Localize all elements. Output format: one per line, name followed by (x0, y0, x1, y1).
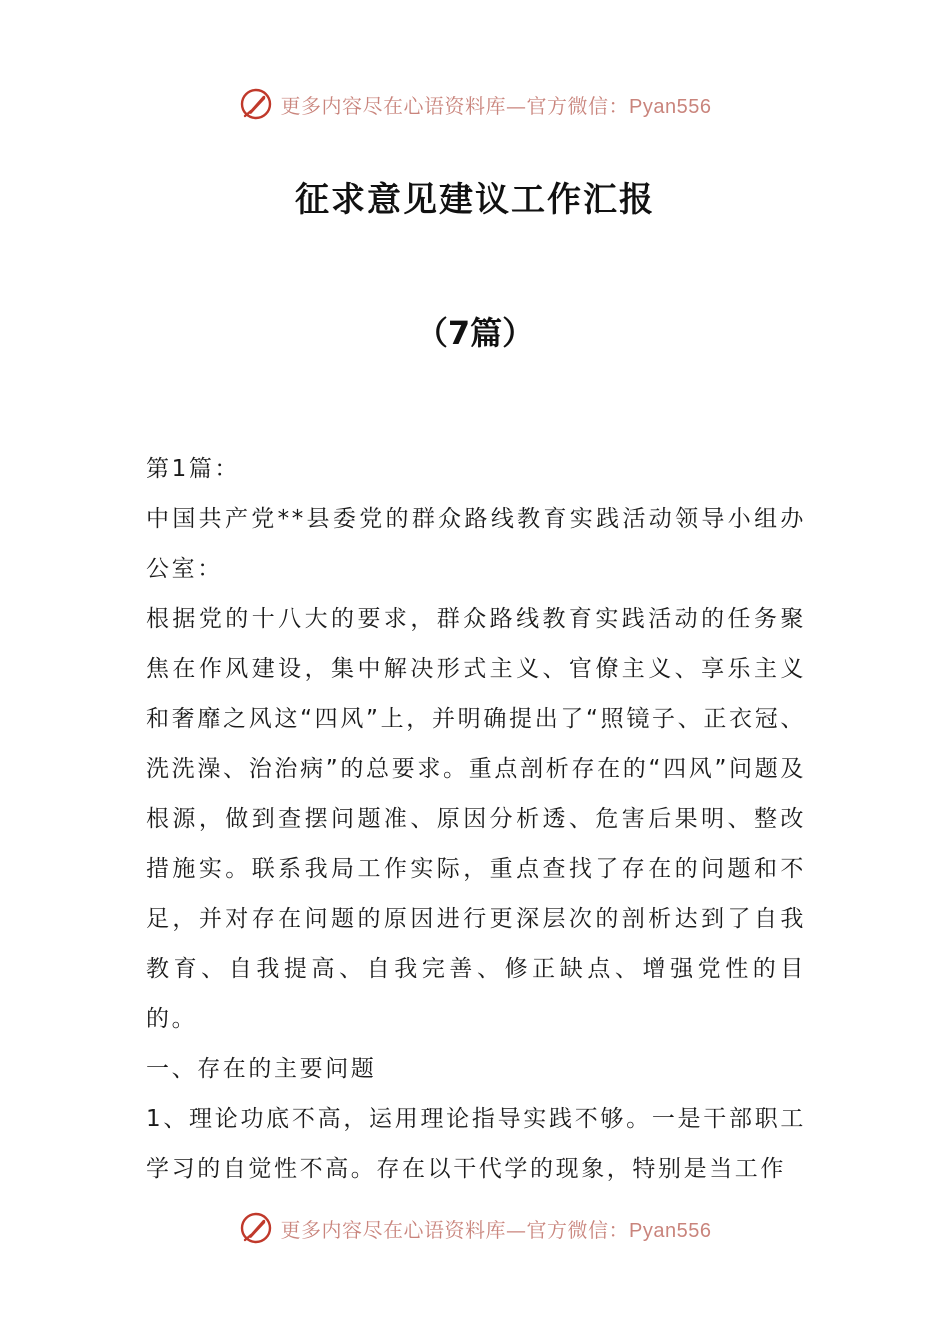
watermark-wechat-id: Pyan556 (629, 95, 712, 118)
watermark-wechat-id: Pyan556 (629, 1219, 712, 1242)
footer-watermark (0, 1208, 950, 1248)
body-paragraph: 1、理论功底不高，运用理论指导实践不够。一是干部职工学习的自觉性不高。存在以干代学的现象，特别是当工作 (146, 1106, 806, 1182)
quill-pen-logo-icon (239, 1211, 273, 1245)
watermark-text: 更多内容尽在心语资料库—官方微信：Pyan556 (280, 93, 712, 118)
document-subtitle: （7篇） (415, 314, 535, 352)
header-watermark (0, 84, 950, 124)
addressee-paragraph: 中国共产党**县委党的群众路线教育实践活动领导小组办公室： (146, 506, 806, 582)
quill-pen-logo-icon (239, 87, 273, 121)
section-heading: 第1篇： (146, 456, 241, 482)
intro-paragraph: 根据党的十八大的要求，群众路线教育实践活动的任务聚焦在作风建设，集中解决形式主义、官僚主义、享乐主义和奢靡之风这“四风”上，并明确提出了“照镜子、正衣冠、洗洗澡、治治病”的总要求。重点剖析存在的“四风”问题及根源，做到查摆问题准、原因分析透、危害后果明、整改措施实。联系我局工作实际，重点查找了存在的问题和不足，并对存在问题的原因进行更深层次的剖析达到了自我教育、自我提高、自我完善、修正缺点、增强党性的目的。 (146, 606, 806, 1032)
section-heading: 一、存在的主要问题 (146, 1056, 377, 1082)
watermark-text: 更多内容尽在心语资料库—官方微信：Pyan556 (280, 1217, 712, 1242)
document-body (146, 444, 806, 1194)
document-title: 征求意见建议工作汇报 (295, 180, 655, 220)
